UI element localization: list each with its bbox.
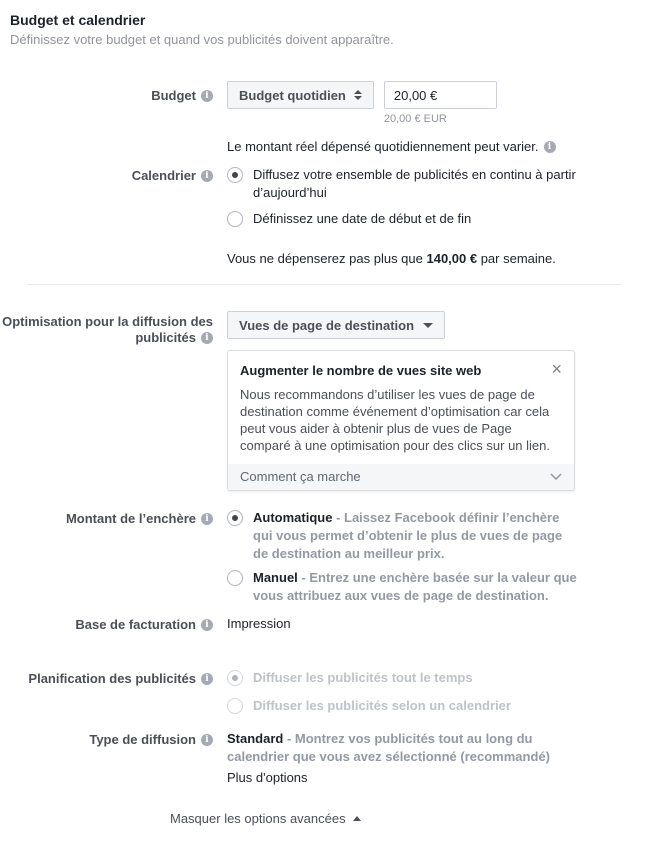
- delivery-label: Type de diffusion: [89, 732, 196, 747]
- delivery-standard-label: Standard: [227, 731, 284, 746]
- calendar-option-continuous[interactable]: [227, 166, 579, 202]
- spend-note-row: [0, 250, 651, 268]
- radio-checked-icon[interactable]: [227, 167, 243, 183]
- bid-label: Montant de l’enchère: [65, 511, 196, 526]
- hide-advanced-options-link[interactable]: [170, 811, 361, 826]
- info-icon[interactable]: [201, 513, 213, 525]
- info-icon[interactable]: [201, 90, 213, 102]
- variance-note-text: Le montant réel dépensé quotidiennement peut varier.: [227, 139, 539, 154]
- scheduling-option-always: [227, 669, 579, 687]
- radio-unchecked-icon[interactable]: [227, 570, 243, 586]
- variance-note-row: [0, 138, 651, 156]
- spend-note-suffix: par semaine.: [477, 251, 556, 266]
- budget-amount-wrap: [384, 81, 497, 126]
- budget-row: [0, 81, 651, 126]
- calendar-row: [0, 166, 651, 228]
- budget-label-wrap: [0, 81, 213, 104]
- spend-note: [227, 250, 579, 268]
- card-footer-label: Comment ça marche: [240, 469, 361, 484]
- optimization-select[interactable]: [227, 311, 445, 339]
- bid-option-manual[interactable]: [227, 569, 579, 605]
- budget-type-select[interactable]: [227, 81, 374, 109]
- caret-down-icon: [423, 323, 433, 328]
- delivery-type-row: [0, 730, 651, 787]
- scheduling-row: [0, 669, 651, 715]
- bid-manual-desc: - Entrez une enchère basée sur la valeur que vous attribuez aux vues de page de destination.: [253, 570, 577, 603]
- optimization-row: [0, 311, 651, 491]
- radio-unchecked-icon[interactable]: [227, 211, 243, 227]
- section-header: [0, 0, 651, 47]
- bid-option-automatic[interactable]: [227, 509, 579, 563]
- card-footer-toggle[interactable]: [228, 464, 574, 490]
- bid-automatic-desc: - Laissez Facebook définir l’enchère qui vous permet d’obtenir le plus de vues de page de destination au meilleur prix.: [253, 510, 563, 561]
- chevron-down-icon: [550, 473, 562, 481]
- delivery-label-wrap: [0, 730, 213, 748]
- variance-note: [227, 138, 579, 156]
- info-icon[interactable]: [544, 141, 556, 153]
- optimization-label-wrap: [0, 311, 213, 346]
- optimization-label: Optimisation pour la diffusion des publicités: [2, 314, 213, 345]
- card-body: Nous recommandons d’utiliser les vues de page de destination comme événement d’optimisation car cela peut vous aider à obtenir plus de vues de Page comparé à une optimisation pour des clics sur un lien.: [240, 387, 550, 453]
- radio-unchecked-disabled-icon: [227, 698, 243, 714]
- billing-value: Impression: [227, 616, 291, 631]
- scheduling-option-schedule-label: Diffuser les publicités selon un calendrier: [253, 698, 511, 713]
- scheduling-label-wrap: [0, 669, 213, 687]
- calendar-option-dates-label: Définissez une date de début et de fin: [253, 211, 472, 226]
- info-icon[interactable]: [201, 734, 213, 746]
- bid-label-wrap: [0, 509, 213, 527]
- delivery-standard-desc: - Montrez vos publicités tout au long du calendrier que vous avez sélectionné (recommandé): [227, 731, 550, 764]
- page-subtitle: Définissez votre budget et quand vos publicités doivent apparaître.: [10, 32, 394, 47]
- scheduling-label: Planification des publicités: [28, 671, 196, 686]
- radio-checked-disabled-icon: [227, 670, 243, 686]
- scheduling-option-always-label: Diffuser les publicités tout le temps: [253, 670, 473, 685]
- spend-note-prefix: Vous ne dépenserez pas plus que: [227, 251, 427, 266]
- budget-amount-input[interactable]: [384, 81, 497, 109]
- caret-up-icon: [353, 816, 361, 821]
- billing-row: [0, 615, 651, 633]
- spend-note-amount: 140,00 €: [426, 251, 478, 266]
- budget-amount-helper: 20,00 € EUR: [383, 113, 447, 125]
- more-options-link[interactable]: Plus d'options: [227, 770, 308, 785]
- budget-type-value: Budget quotidien: [239, 87, 346, 103]
- calendar-option-continuous-label: Diffusez votre ensemble de publicités en continu à partir d’aujourd’hui: [253, 167, 576, 200]
- calendar-label-wrap: [0, 166, 213, 184]
- page-title: Budget et calendrier: [10, 12, 146, 28]
- radio-checked-icon[interactable]: [227, 510, 243, 526]
- info-icon[interactable]: [201, 619, 213, 631]
- section-divider: [28, 284, 621, 285]
- sort-icon: [354, 90, 362, 100]
- hide-advanced-label: Masquer les options avancées: [170, 811, 346, 826]
- bid-automatic-label: Automatique: [253, 510, 333, 525]
- scheduling-option-schedule: [227, 697, 579, 715]
- calendar-option-dates[interactable]: [227, 210, 579, 228]
- card-title: Augmenter le nombre de vues site web: [240, 363, 482, 378]
- bid-manual-label: Manuel: [253, 570, 298, 585]
- bid-amount-row: [0, 509, 651, 605]
- close-icon[interactable]: ×: [551, 359, 562, 379]
- info-icon[interactable]: [201, 170, 213, 182]
- optimization-recommendation-card: [227, 350, 575, 491]
- optimization-select-value: Vues de page de destination: [239, 317, 415, 333]
- billing-label: Base de facturation: [75, 617, 196, 632]
- info-icon[interactable]: [201, 673, 213, 685]
- billing-label-wrap: [0, 615, 213, 633]
- calendar-label: Calendrier: [131, 168, 196, 183]
- budget-controls-wrap: [227, 81, 579, 126]
- budget-form: [0, 81, 651, 828]
- info-icon[interactable]: [201, 332, 213, 344]
- budget-label: Budget: [151, 88, 196, 103]
- delivery-standard: [227, 730, 579, 766]
